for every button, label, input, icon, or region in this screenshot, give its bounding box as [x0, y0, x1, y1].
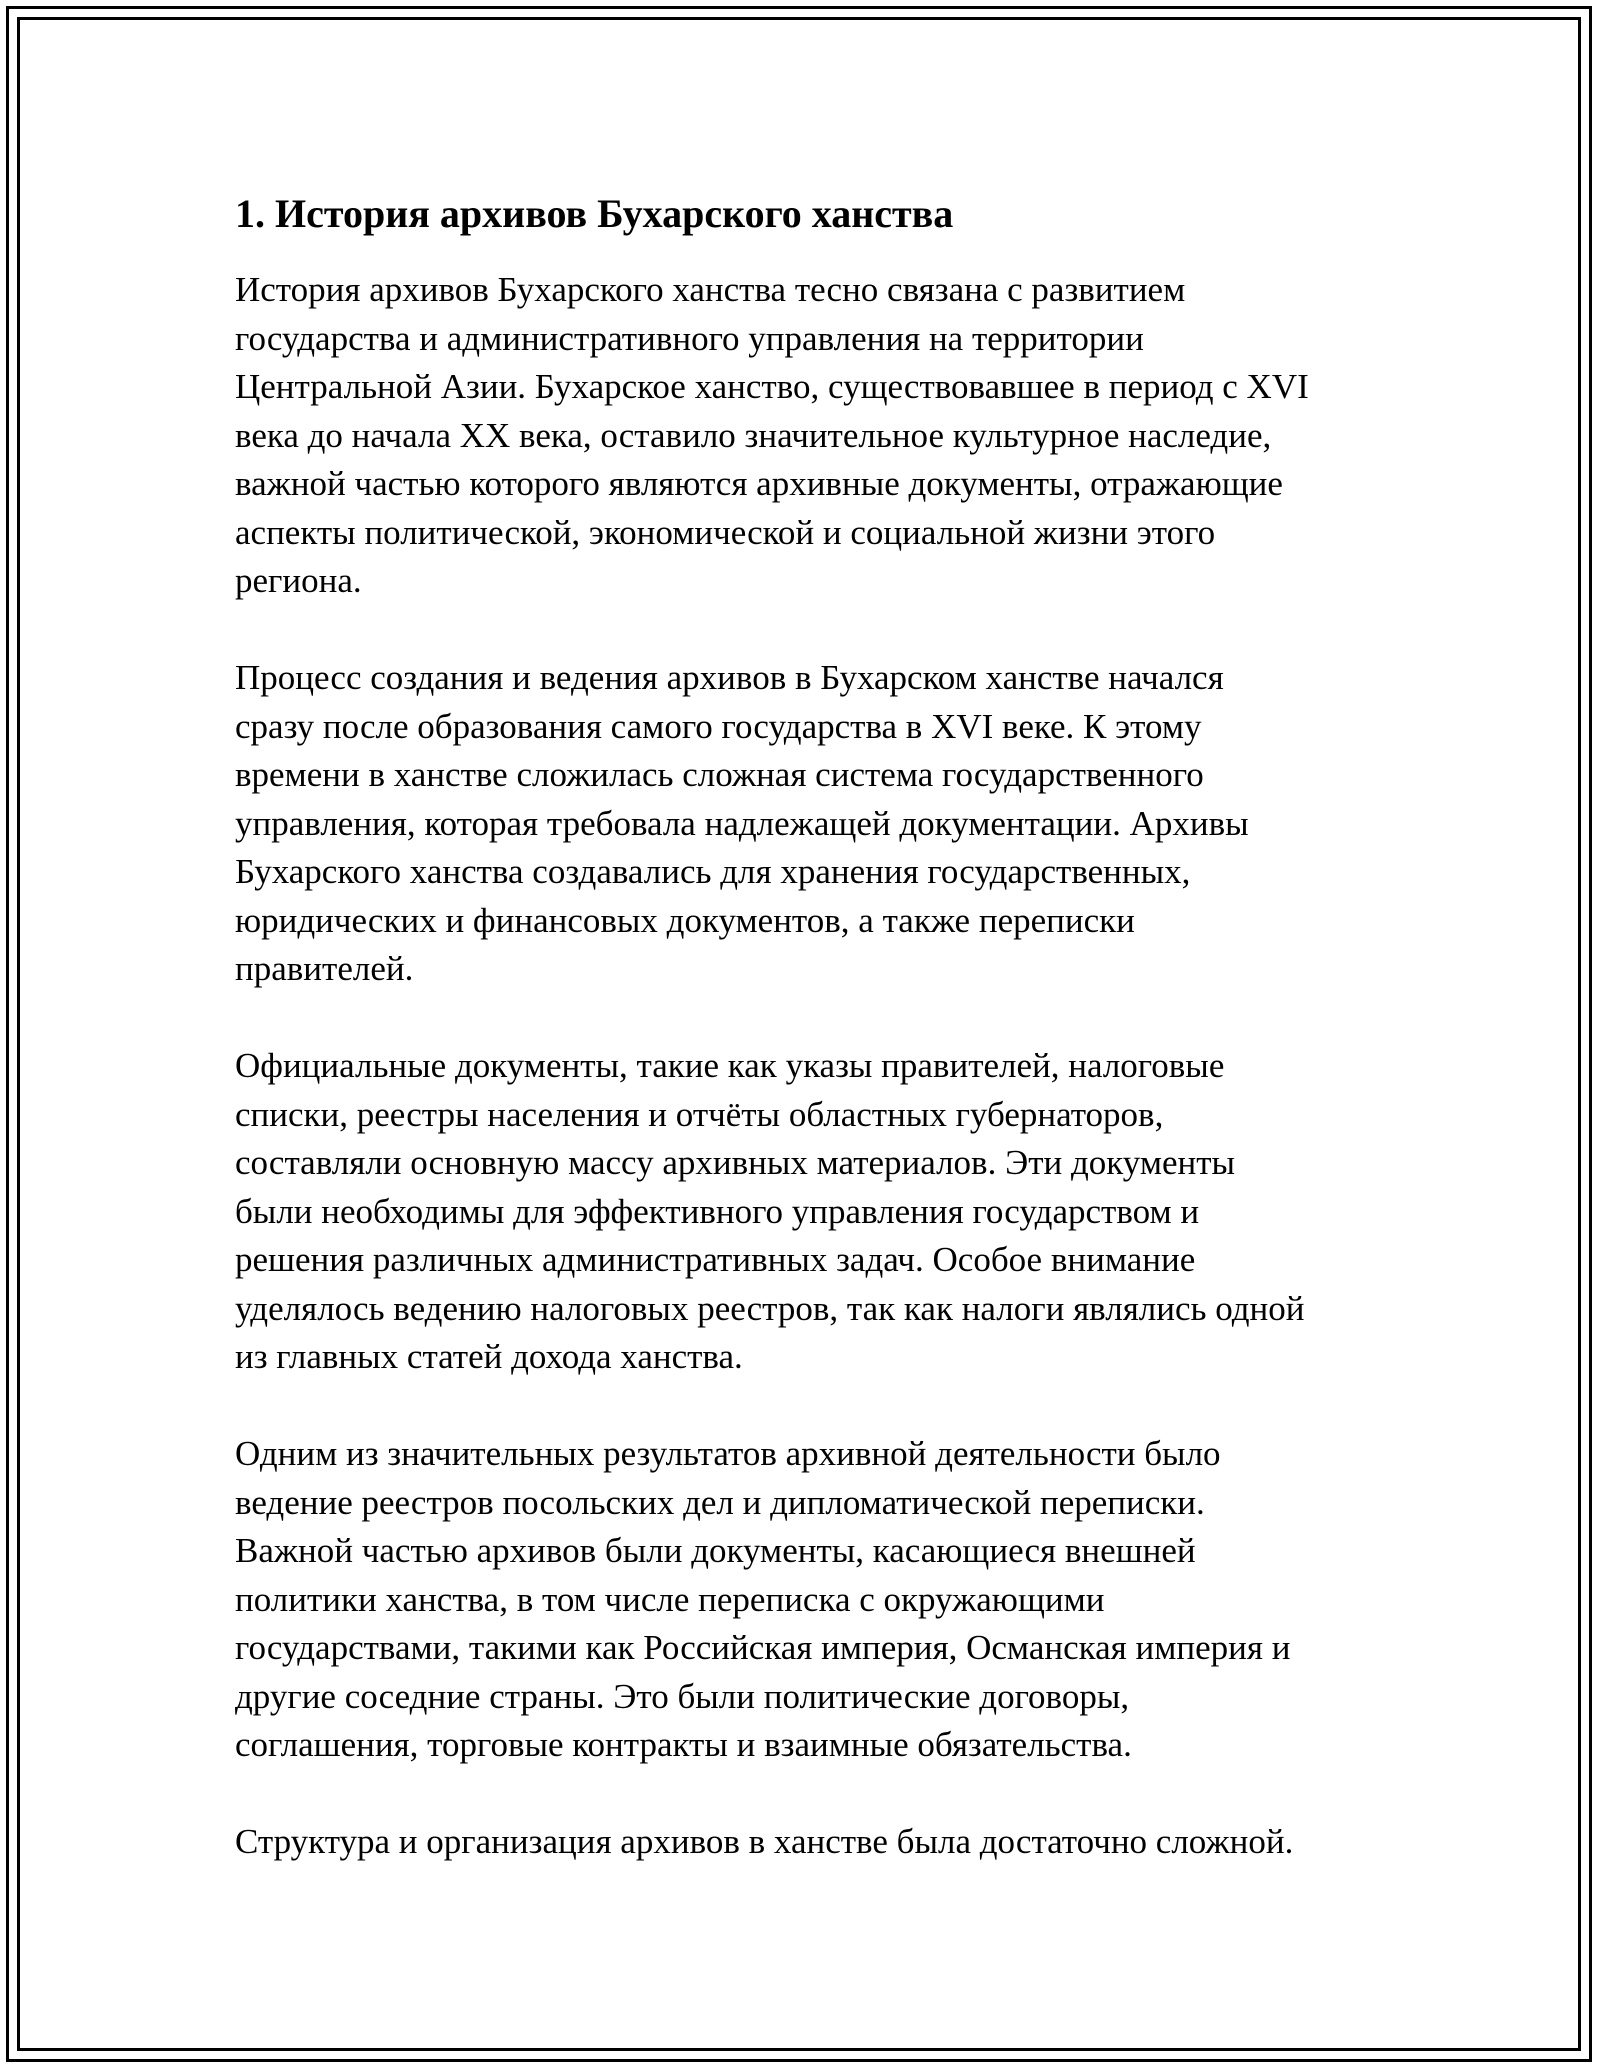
- text-line: важной частью которого являются архивные документы, отражающие: [235, 464, 1283, 503]
- text-line: государствами, такими как Российская империя, Османская империя и: [235, 1628, 1291, 1667]
- text-line: списки, реестры населения и отчёты областных губернаторов,: [235, 1094, 1164, 1134]
- paragraph-history-overview: [235, 266, 1375, 606]
- text-line: Одним из значительных результатов архивной деятельности было: [235, 1434, 1221, 1473]
- text-line: юридических и финансовых документов, а также переписки: [235, 900, 1135, 940]
- paragraph-official-documents: [235, 1042, 1375, 1382]
- section-heading: 1. История архивов Бухарского ханства: [235, 191, 954, 236]
- text-line: региона.: [235, 561, 362, 600]
- text-line: ведение реестров посольских дел и дипломатической переписки.: [235, 1482, 1205, 1522]
- text-line: аспекты политической, экономической и социальной жизни этого: [235, 512, 1216, 552]
- text-line: составляли основную массу архивных материалов. Эти документы: [235, 1143, 1236, 1182]
- text-line: сразу после образования самого государства в XVI веке. К этому: [235, 706, 1202, 746]
- paragraph-diplomatic-records: [235, 1430, 1375, 1770]
- text-line: Центральной Азии. Бухарское ханство, существовавшее в период с XVI: [235, 367, 1309, 406]
- text-line: Процесс создания и ведения архивов в Бухарском ханстве начался: [235, 658, 1224, 697]
- text-line: История архивов Бухарского ханства тесно связана с развитием: [235, 270, 1186, 309]
- document-body: [235, 186, 1375, 1915]
- text-line: века до начала XX века, оставило значительное культурное наследие,: [235, 415, 1272, 455]
- paragraph-archive-structure: [235, 1818, 1375, 1867]
- text-line: политики ханства, в том числе переписка с окружающими: [235, 1579, 1105, 1619]
- text-line: Важной частью архивов были документы, касающиеся внешней: [235, 1531, 1196, 1570]
- text-line: государства и административного управления на территории: [235, 318, 1144, 358]
- text-line: были необходимы для эффективного управления государством и: [235, 1191, 1200, 1231]
- paragraph-archive-creation: [235, 654, 1375, 994]
- text-line: Бухарского ханства создавались для хранения государственных,: [235, 852, 1191, 891]
- text-line: Структура и организация архивов в ханстве была достаточно сложной.: [235, 1822, 1294, 1861]
- text-line: времени в ханстве сложилась сложная система государственного: [235, 755, 1204, 794]
- text-line: управления, которая требовала надлежащей документации. Архивы: [235, 803, 1249, 843]
- text-line: правителей.: [235, 949, 414, 988]
- text-line: Официальные документы, такие как указы правителей, налоговые: [235, 1046, 1225, 1085]
- text-line: другие соседние страны. Это были политические договоры,: [235, 1676, 1130, 1716]
- text-line: уделялось ведению налоговых реестров, так как налоги являлись одной: [235, 1288, 1305, 1328]
- text-line: из главных статей дохода ханства.: [235, 1337, 743, 1376]
- text-line: решения различных административных задач. Особое внимание: [235, 1240, 1196, 1279]
- text-line: соглашения, торговые контракты и взаимные обязательства.: [235, 1725, 1132, 1764]
